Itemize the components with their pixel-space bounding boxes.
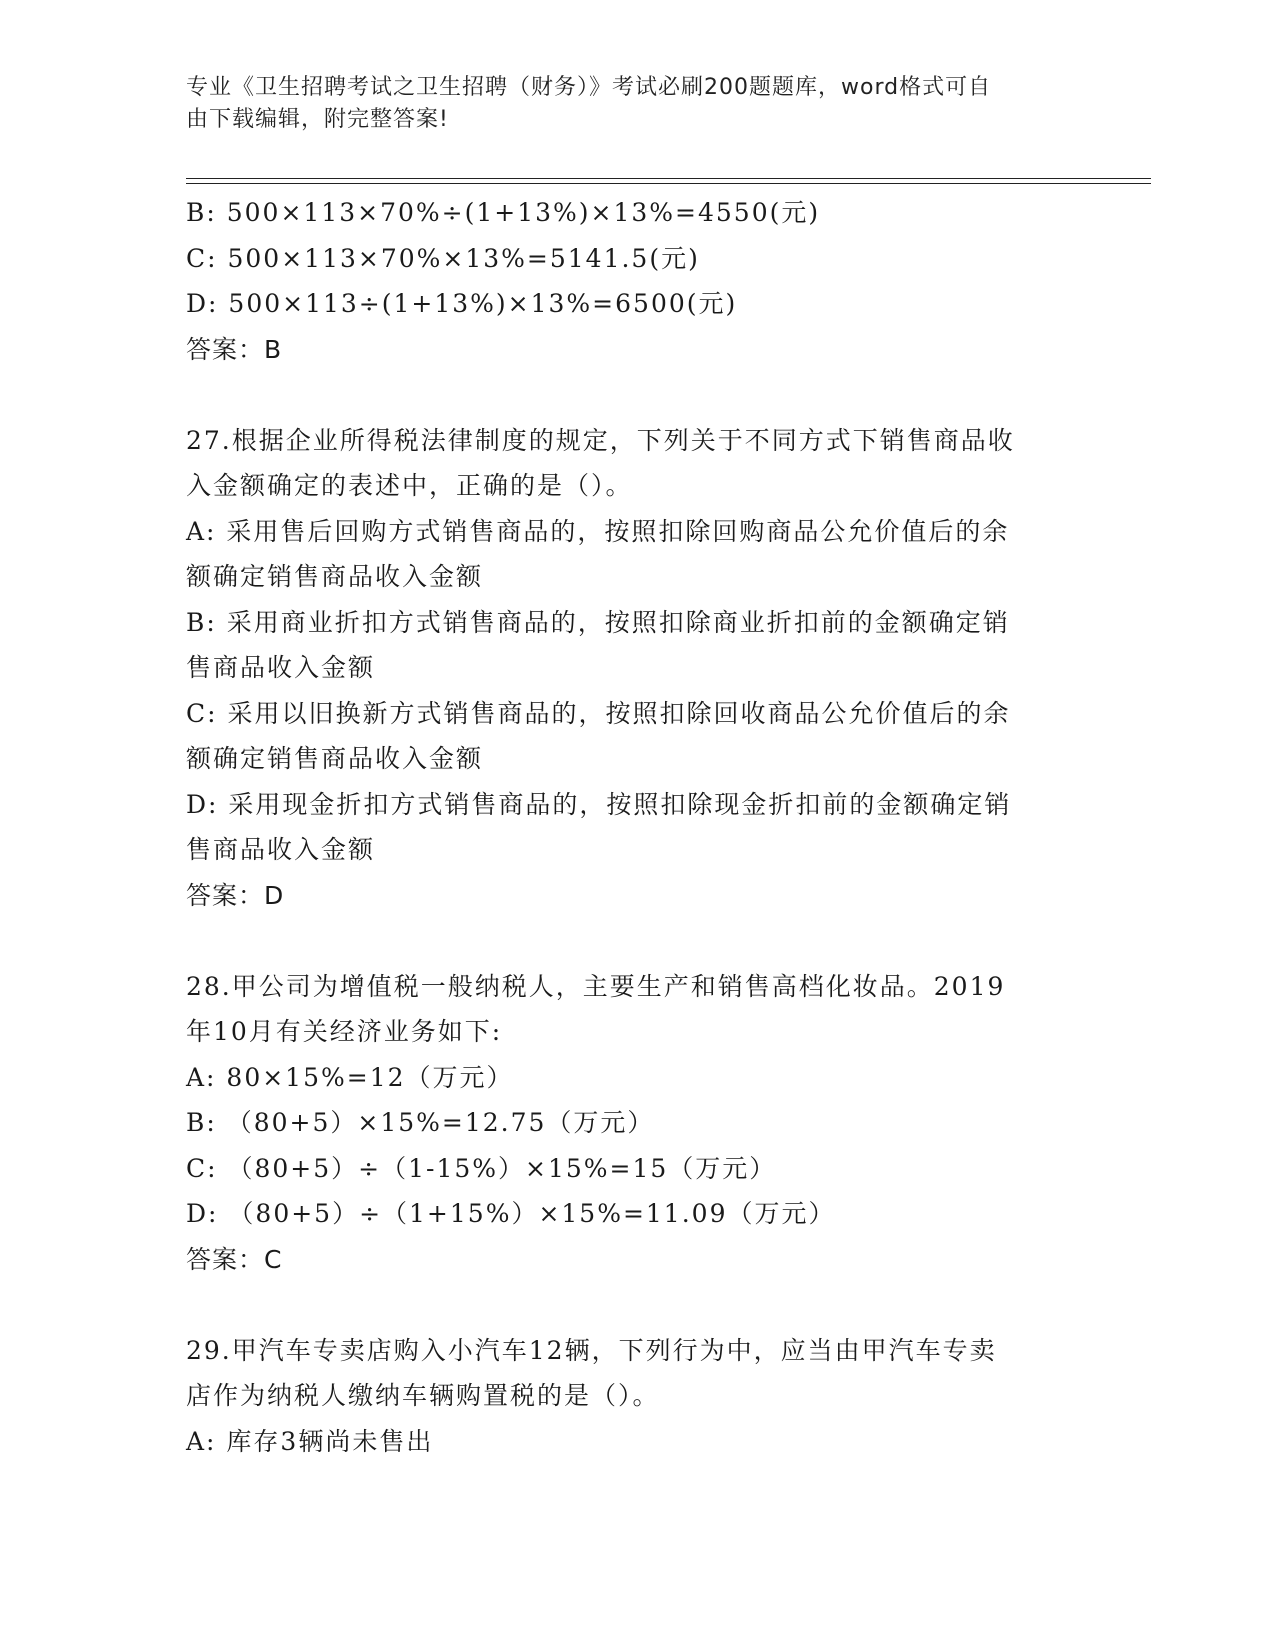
option-a: A: 80×15%=12（万元）: [186, 1062, 514, 1092]
option-d: D: 500×113÷(1+13%)×13%=6500(元): [186, 289, 738, 318]
spacer: [186, 918, 1086, 964]
option-a-continued: 额确定销售商品收入金额: [186, 562, 484, 591]
question-26-tail: [186, 190, 1086, 372]
question-stem-line: 店作为纳税人缴纳车辆购置税的是（）。: [186, 1381, 660, 1410]
question-stem-line: 年10月有关经济业务如下:: [186, 1017, 503, 1046]
option-d-continued: 售商品收入金额: [186, 835, 376, 864]
option-c: C: 500×113×70%×13%=5141.5(元): [186, 243, 700, 273]
answer-label: 答案：B: [186, 334, 283, 364]
header-rule-bottom: [186, 183, 1151, 184]
header-title-line-2: 由下载编辑，附完整答案!: [186, 107, 449, 132]
spacer: [186, 1282, 1086, 1328]
option-c-continued: 额确定销售商品收入金额: [186, 744, 484, 773]
question-content: [186, 190, 1086, 1464]
option-b: B: 500×113×70%÷(1+13%)×13%=4550(元): [186, 198, 821, 227]
page-header: [186, 72, 1066, 136]
answer-label: 答案：C: [186, 1244, 283, 1274]
header-rule-top: [186, 178, 1151, 179]
question-stem-line: 入金额确定的表述中，正确的是（）。: [186, 471, 633, 500]
option-d: D: 采用现金折扣方式销售商品的，按照扣除现金折扣前的金额确定销: [186, 789, 1012, 819]
question-29: [186, 1328, 1086, 1465]
question-stem-line: 28.甲公司为增值税一般纳税人，主要生产和销售高档化妆品。2019: [186, 971, 1006, 1001]
option-a: A: 库存3辆尚未售出: [186, 1426, 434, 1456]
option-d: D: （80+5）÷（1+15%）×15%=11.09（万元）: [186, 1199, 836, 1228]
question-28: [186, 964, 1086, 1283]
header-title-line-1: 专业《卫生招聘考试之卫生招聘（财务）》考试必刷200题题库，word格式可自: [186, 75, 992, 100]
option-a: A: 采用售后回购方式销售商品的，按照扣除回购商品公允价值后的余: [186, 516, 1010, 546]
answer-label: 答案：D: [186, 880, 285, 910]
option-b-continued: 售商品收入金额: [186, 653, 376, 682]
question-stem-line: 27.根据企业所得税法律制度的规定，下列关于不同方式下销售商品收: [186, 425, 1015, 455]
option-b: B: 采用商业折扣方式销售商品的，按照扣除商业折扣前的金额确定销: [186, 607, 1010, 637]
option-b: B: （80+5）×15%=12.75（万元）: [186, 1108, 655, 1137]
option-c: C: 采用以旧换新方式销售商品的，按照扣除回收商品公允价值后的余: [186, 698, 1011, 728]
spacer: [186, 372, 1086, 418]
option-c: C: （80+5）÷（1-15%）×15%=15（万元）: [186, 1153, 777, 1183]
question-stem-line: 29.甲汽车专卖店购入小汽车12辆，下列行为中，应当由甲汽车专卖: [186, 1335, 997, 1365]
question-27: [186, 418, 1086, 919]
